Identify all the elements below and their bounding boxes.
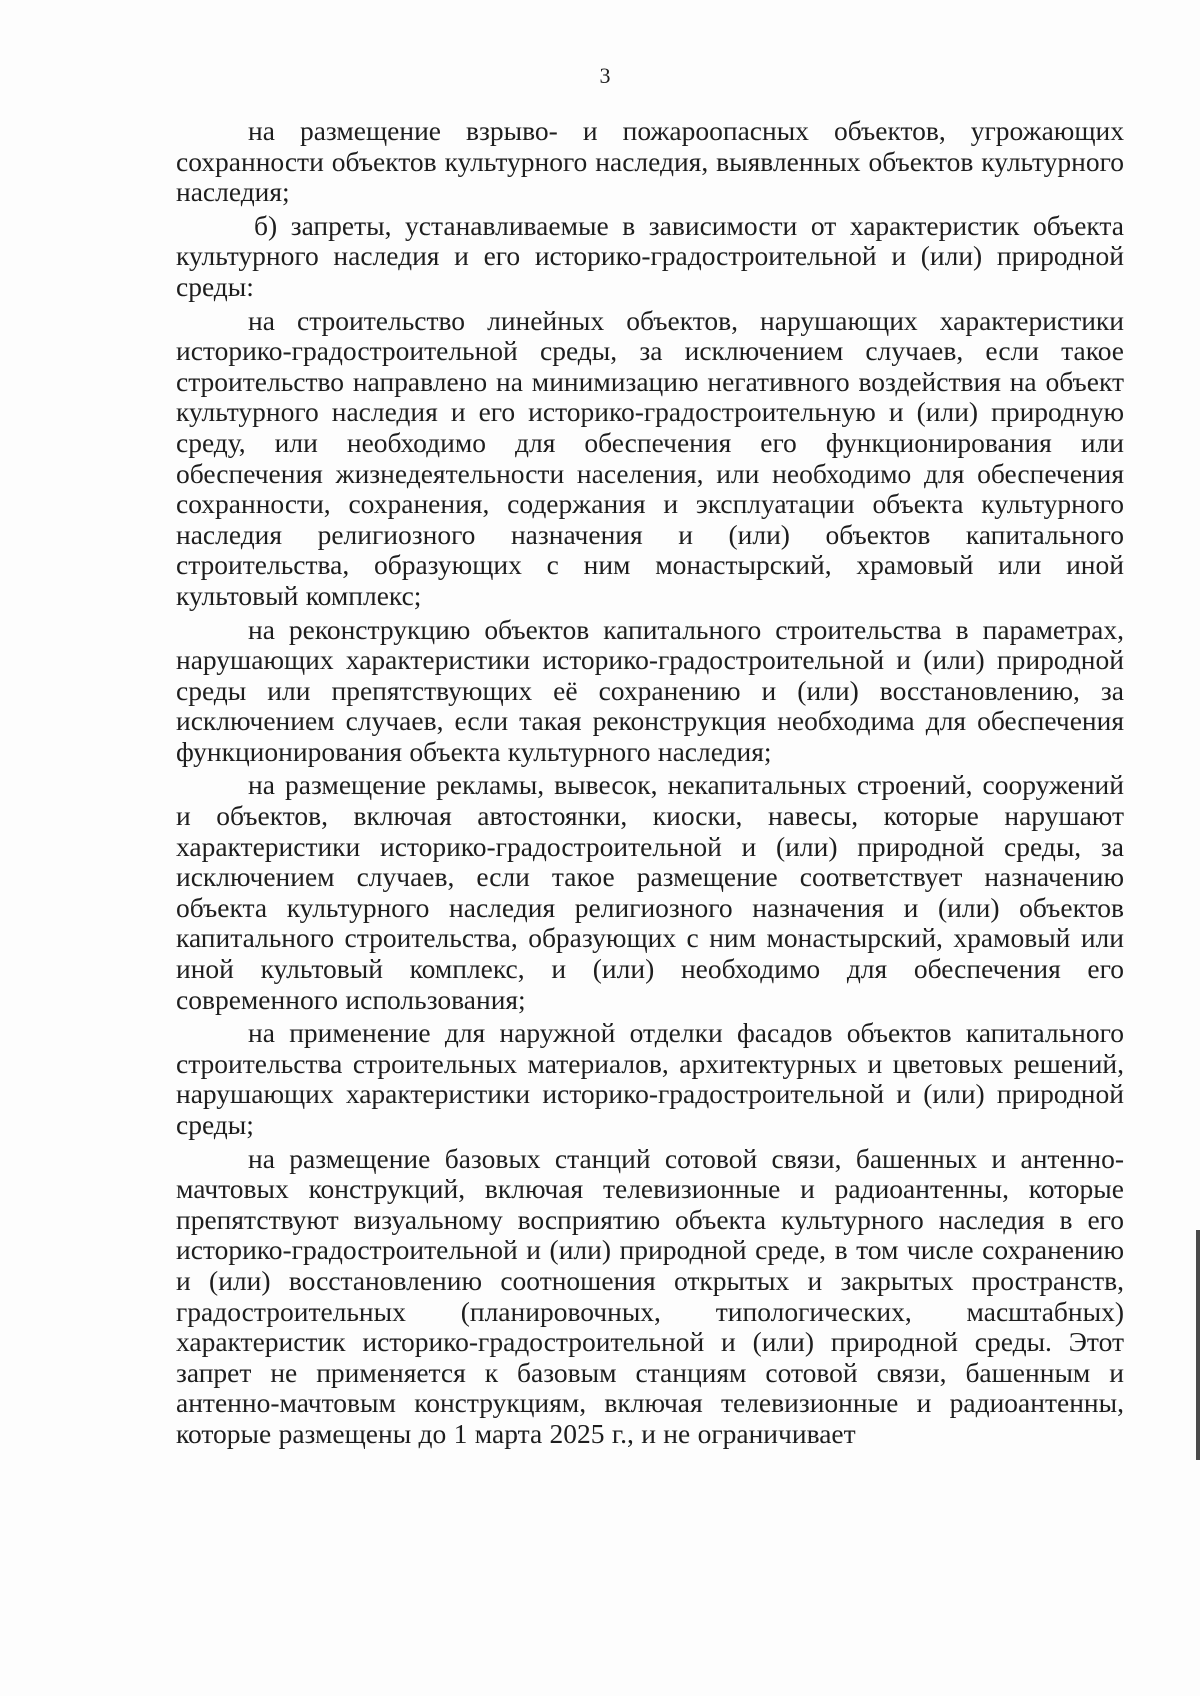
paragraph-linear-objects-ban: на строительство линейных объектов, нарушающих характеристики историко-градостроительной среды, за исключением случаев, если такое строительство направлено на минимизацию негативного воздействия на объект культурного наследия и его историко-градостроительную и (или) природную среду, или необходимо для обеспечения его функционирования или обеспечения жизнедеятельности населения, или необходимо для обеспечения сохранности, сохранения, содержания и эксплуатации объекта культурного наследия религиозного назначения и (или) объектов капитального строительства, образующих с ним монастырский, храмовый или иной культовый комплекс; — [176, 304, 1124, 611]
paragraph-facade-finishing-ban: на применение для наружной отделки фасадов объектов капитального строительства строительных материалов, архитектурных и цветовых решений, нарушающих характеристики историко-градостроительной и (или) природной среды; — [176, 1017, 1124, 1140]
paragraph-base-stations-ban: на размещение базовых станций сотовой связи, башенных и антенно-мачтовых конструкций, включая телевизионные и радиоантенны, которые препятствуют визуальному восприятию объекта культурного наследия в его историко-градостроительной и (или) природной среде, в том числе сохранению и (или) восстановлению соотношения открытых и закрытых пространств, градостроительных (планировочных, типологических, масштабных) характеристик историко-градостроительной и (или) природной среды. Этот запрет не применяется к базовым станциям сотовой связи, башенным и антенно-мачтовым конструкциям, включая телевизионные и радиоантенны, которые размещены до 1 марта 2025 г., и не ограничивает — [176, 1142, 1124, 1449]
document-body — [176, 116, 1124, 1453]
paragraph-reconstruction-ban: на реконструкцию объектов капитального строительства в параметрах, нарушающих характеристики историко-градостроительной и (или) природной среды или препятствующих её сохранению и (или) восстановлению, за исключением случаев, если такая реконструкция необходима для обеспечения функционирования объекта культурного наследия; — [176, 613, 1124, 767]
paragraph-section-b-heading: б) запреты, устанавливаемые в зависимости от характеристик объекта культурного наследия и его историко-градостроительной и (или) природной среды: — [176, 209, 1124, 302]
scan-edge-mark — [1196, 1230, 1200, 1460]
paragraph-explosive-objects-ban: на размещение взрыво- и пожароопасных объектов, угрожающих сохранности объектов культурного наследия, выявленных объектов культурного наследия; — [176, 115, 1124, 208]
page-number: 3 — [599, 63, 611, 88]
paragraph-advertising-ban: на размещение рекламы, вывесок, некапитальных строений, сооружений и объектов, включая автостоянки, киоски, навесы, которые нарушают характеристики историко-градостроительной и (или) природной среды, за исключением случаев, если такое размещение соответствует назначению объекта культурного наследия религиозного назначения и (или) объектов капитального строительства, образующих с ним монастырский, храмовый или иной культовый комплекс, и (или) необходимо для обеспечения его современного использования; — [176, 769, 1124, 1015]
